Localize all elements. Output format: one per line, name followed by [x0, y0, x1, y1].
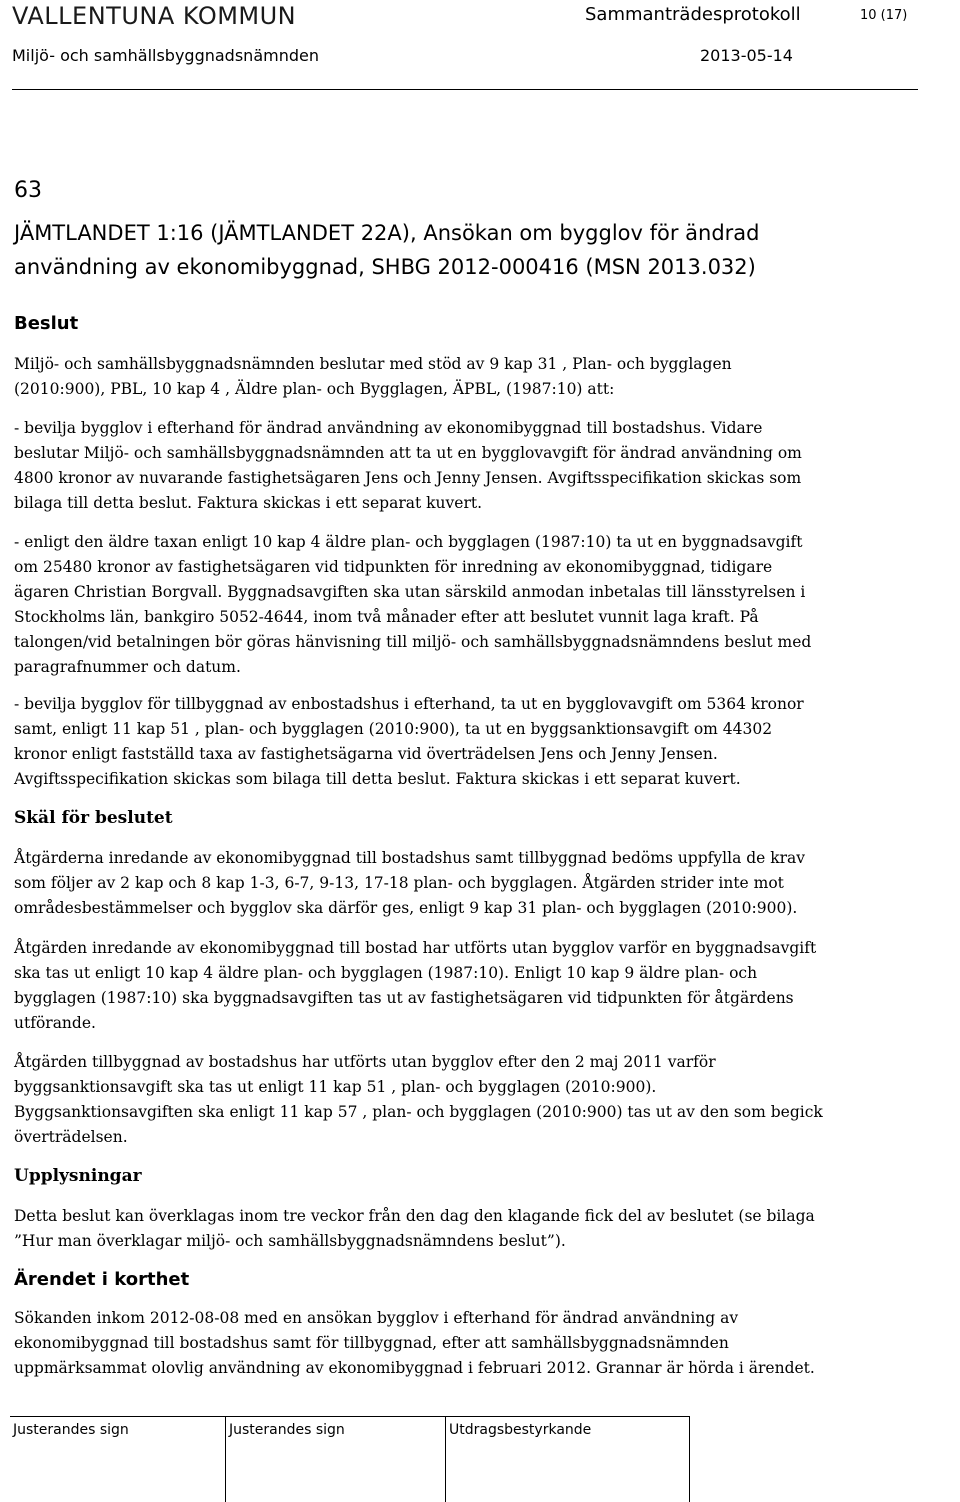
text-line: Byggsanktionsavgiften ska enligt 11 kap 57 , plan- och bygglagen (2010:900) tas ut av den som begick: [14, 1103, 823, 1121]
heading-skal-for-beslutet: Skäl för beslutet: [14, 808, 173, 828]
text-line: om 25480 kronor av fastighetsägaren vid tidpunkten för inredning av ekonomibyggnad, tidigare: [14, 558, 773, 576]
heading-arendet-i-korthet: Ärendet i korthet: [14, 1269, 190, 1290]
text-line: ekonomibyggnad till bostadshus samt för tillbyggnad, efter att samhällsbyggnadsnämnden: [14, 1334, 729, 1352]
text-line: byggsanktionsavgift ska tas ut enligt 11 kap 51 , plan- och bygglagen (2010:900).: [14, 1078, 657, 1096]
case-title: [14, 216, 914, 284]
text-line: Stockholms län, bankgiro 5052-4644, inom två månader efter att beslutet vunnit laga kraft. På: [14, 608, 759, 626]
text-line: bygglagen (1987:10) ska byggnadsavgiften tas ut av fastighetsägaren vid tidpunkten för åtgärdens: [14, 989, 794, 1007]
text-line: paragrafnummer och datum.: [14, 658, 241, 676]
text-line: Miljö- och samhällsbyggnadsnämnden beslutar med stöd av 9 kap 31 , Plan- och bygglagen: [14, 355, 732, 373]
heading-upplysningar: Upplysningar: [14, 1166, 142, 1186]
text-line: beslutar Miljö- och samhällsbyggnadsnämnden att ta ut en bygglovavgift för ändrad användning om: [14, 444, 802, 462]
text-line: överträdelsen.: [14, 1128, 128, 1146]
text-line: Åtgärden tillbyggnad av bostadshus har utförts utan bygglov efter den 2 maj 2011 varför: [14, 1053, 716, 1071]
signature-box-2: [226, 1416, 446, 1502]
organization-name: VALLENTUNA KOMMUN: [12, 2, 297, 30]
signature-label-1: Justerandes sign: [13, 1422, 129, 1438]
text-line: områdesbestämmelser och bygglov ska därför ges, enligt 9 kap 31 plan- och bygglagen (2010:900).: [14, 899, 798, 917]
heading-beslut: Beslut: [14, 313, 79, 334]
text-line: - enligt den äldre taxan enligt 10 kap 4 äldre plan- och bygglagen (1987:10) ta ut en byggnadsavgift: [14, 533, 803, 551]
beslut-tillbyggnad-paragraph: [14, 692, 926, 792]
text-line: Avgiftsspecifikation skickas som bilaga till detta beslut. Faktura skickas i ett separat kuvert.: [14, 770, 741, 788]
document-type: Sammanträdesprotokoll: [585, 4, 801, 25]
skal-paragraph-1: [14, 846, 926, 921]
arendet-paragraph: [14, 1306, 926, 1381]
board-name: Miljö- och samhällsbyggnadsnämnden: [12, 46, 319, 65]
text-line: uppmärksammat olovlig användning av ekonomibyggnad i februari 2012. Grannar är hörda i ärendet.: [14, 1359, 815, 1377]
text-line: kronor enligt fastställd taxa av fastighetsägarna vid överträdelsen Jens och Jenny Jensen.: [14, 745, 718, 763]
text-line: talongen/vid betalningen bör göras hänvisning till miljö- och samhällsbyggnadsnämndens beslut med: [14, 633, 812, 651]
extract-certification-label: Utdragsbestyrkande: [449, 1422, 592, 1438]
text-line: - bevilja bygglov i efterhand för ändrad användning av ekonomibyggnad till bostadshus. Vidare: [14, 419, 763, 437]
text-line: ska tas ut enligt 10 kap 4 äldre plan- och bygglagen (1987:10). Enligt 10 kap 9 äldre plan- och: [14, 964, 758, 982]
text-line: (2010:900), PBL, 10 kap 4 , Äldre plan- och Bygglagen, ÄPBL, (1987:10) att:: [14, 380, 615, 398]
text-line: utförande.: [14, 1014, 96, 1032]
beslut-bygglov-paragraph: [14, 416, 926, 516]
text-line: ”Hur man överklagar miljö- och samhällsbyggnadsnämndens beslut”).: [14, 1232, 566, 1250]
upplysningar-paragraph: [14, 1204, 926, 1254]
text-line: ägaren Christian Borgvall. Byggnadsavgiften ska utan särskild anmodan inbetalas till länsstyrelsen i: [14, 583, 806, 601]
beslut-intro-paragraph: [14, 352, 926, 402]
text-line: samt, enligt 11 kap 51 , plan- och bygglagen (2010:900), ta ut en byggsanktionsavgift om 44302: [14, 720, 773, 738]
case-title-line: JÄMTLANDET 1:16 (JÄMTLANDET 22A), Ansökan om bygglov för ändrad: [14, 221, 760, 245]
text-line: som följer av 2 kap och 8 kap 1-3, 6-7, 9-13, 17-18 plan- och bygglagen. Åtgärden strider inte mot: [14, 874, 784, 892]
signature-box-1: [10, 1416, 226, 1502]
text-line: Sökanden inkom 2012-08-08 med en ansökan bygglov i efterhand för ändrad användning av: [14, 1309, 739, 1327]
extract-certification-box: [446, 1416, 690, 1502]
text-line: Detta beslut kan överklagas inom tre veckor från den dag den klagande fick del av beslutet (se bilaga: [14, 1207, 815, 1225]
text-line: - bevilja bygglov för tillbyggnad av enbostadshus i efterhand, ta ut en bygglovavgift om 5364 kronor: [14, 695, 804, 713]
text-line: Åtgärderna inredande av ekonomibyggnad till bostadshus samt tillbyggnad bedöms uppfylla de krav: [14, 849, 806, 867]
skal-paragraph-3: [14, 1050, 926, 1150]
text-line: Åtgärden inredande av ekonomibyggnad till bostad har utförts utan bygglov varför en byggnadsavgift: [14, 939, 817, 957]
beslut-byggnadsavgift-paragraph: [14, 530, 926, 680]
paragraph-number: 63: [14, 178, 42, 203]
signature-footer: [0, 1416, 960, 1502]
signature-label-2: Justerandes sign: [229, 1422, 345, 1438]
meeting-date: 2013-05-14: [700, 46, 793, 65]
case-title-line: användning av ekonomibyggnad, SHBG 2012-000416 (MSN 2013.032): [14, 255, 756, 279]
page-number: 10 (17): [860, 8, 908, 23]
text-line: bilaga till detta beslut. Faktura skickas i ett separat kuvert.: [14, 494, 483, 512]
header-divider: [12, 89, 918, 90]
text-line: 4800 kronor av nuvarande fastighetsägaren Jens och Jenny Jensen. Avgiftsspecifikation skickas som: [14, 469, 802, 487]
skal-paragraph-2: [14, 936, 926, 1036]
